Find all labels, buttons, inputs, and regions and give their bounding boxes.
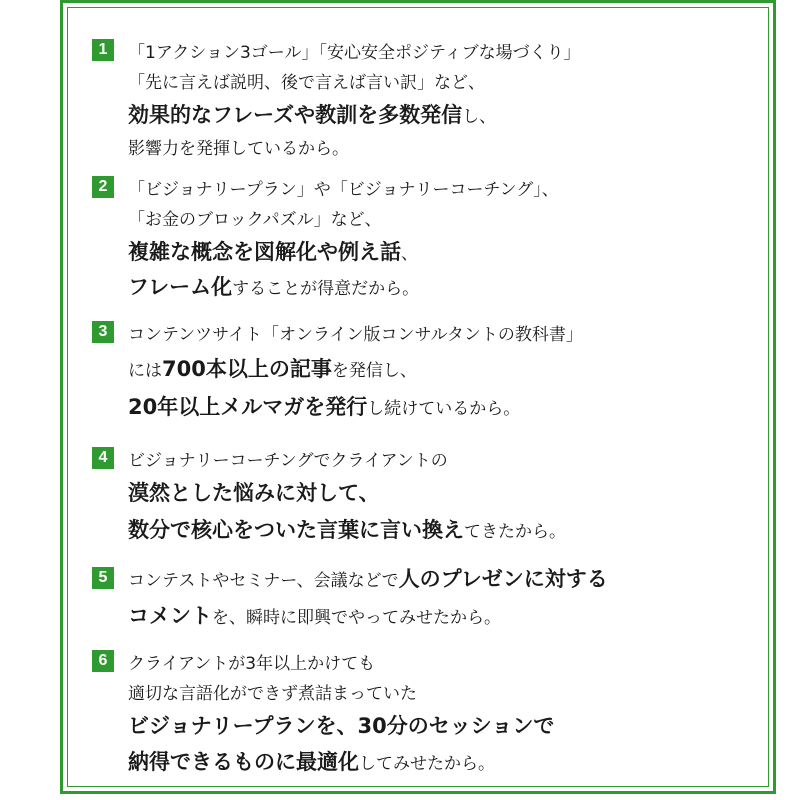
- text-segment: 「ビジョナリープラン」や「ビジョナリーコーチング」、: [128, 180, 559, 200]
- item-number-badge: 3: [92, 321, 114, 343]
- item-4-line-1: [128, 446, 448, 471]
- emphasis-text: 数分で核心をついた言葉に言い換え: [128, 518, 464, 542]
- item-2-line-3: [128, 236, 418, 266]
- text-segment: コンテストやセミナー、会議などで: [128, 571, 399, 591]
- emphasis-text: 納得できるものに最適化: [128, 750, 359, 774]
- text-segment: し、: [462, 107, 497, 127]
- text-segment: 「お金のブロックパズル」など、: [128, 210, 382, 230]
- item-4-line-3: [128, 514, 566, 544]
- text-segment: クライアントが3年以上かけても: [128, 654, 376, 674]
- item-2-line-2: [128, 205, 382, 230]
- text-segment: 影響力を発揮しているから。: [128, 139, 349, 159]
- item-number-badge: 1: [92, 39, 114, 61]
- text-segment: を発信し、: [331, 361, 417, 381]
- item-6-line-2: [128, 679, 417, 704]
- text-segment: コンテンツサイト「オンライン版コンサルタントの教科書」: [128, 325, 583, 345]
- emphasis-text: 複雑な概念を図解化や例え話: [128, 240, 401, 264]
- emphasis-text: 漠然とした悩みに対して、: [128, 481, 380, 505]
- item-3-line-3: [128, 391, 520, 421]
- text-segment: には: [128, 361, 162, 381]
- item-6-line-1: [128, 649, 375, 674]
- emphasis-text: 人のプレゼンに対する: [398, 567, 608, 591]
- text-segment: ビジョナリーコーチングでクライアントの: [128, 451, 448, 471]
- emphasis-text: ビジョナリープランを、30分のセッションで: [128, 714, 555, 738]
- emphasis-text: コメント: [128, 604, 212, 628]
- item-6-line-3: [128, 710, 554, 740]
- item-1-line-4: [128, 134, 349, 159]
- item-4-line-2: [128, 477, 380, 507]
- text-segment: を、瞬時に即興でやってみせたから。: [212, 608, 501, 628]
- emphasis-text: 20年以上メルマガを発行: [128, 395, 368, 419]
- text-segment: 「1アクション3ゴール」「安心安全ポジティブな場づくり」: [128, 43, 581, 63]
- item-number-badge: 2: [92, 176, 114, 198]
- text-segment: することが得意だから。: [232, 279, 420, 299]
- item-5-line-1: [128, 563, 608, 593]
- item-number-badge: 4: [92, 447, 114, 469]
- item-2-line-4: [128, 271, 419, 301]
- emphasis-text: 700本以上の記事: [162, 357, 332, 381]
- item-5-line-2: [128, 600, 501, 630]
- text-segment: し続けているから。: [367, 399, 521, 419]
- item-1-line-2: [128, 68, 485, 93]
- item-3-line-1: [128, 320, 583, 345]
- text-segment: 適切な言語化ができず煮詰まっていた: [128, 684, 417, 704]
- text-segment: 「先に言えば説明、後で言えば言い訳」など、: [128, 73, 485, 93]
- text-segment: てきたから。: [464, 522, 566, 542]
- item-6-line-4: [128, 746, 495, 776]
- text-segment: 、: [401, 244, 418, 264]
- emphasis-text: フレーム化: [128, 275, 233, 299]
- content-frame: [60, 0, 776, 794]
- text-segment: してみせたから。: [359, 754, 495, 774]
- item-3-line-2: [128, 353, 417, 383]
- item-1-line-3: [128, 99, 496, 129]
- emphasis-text: 効果的なフレーズや教訓を多数発信: [128, 103, 463, 127]
- item-1-line-1: [128, 38, 581, 63]
- item-number-badge: 5: [92, 567, 114, 589]
- item-number-badge: 6: [92, 650, 114, 672]
- item-2-line-1: [128, 175, 559, 200]
